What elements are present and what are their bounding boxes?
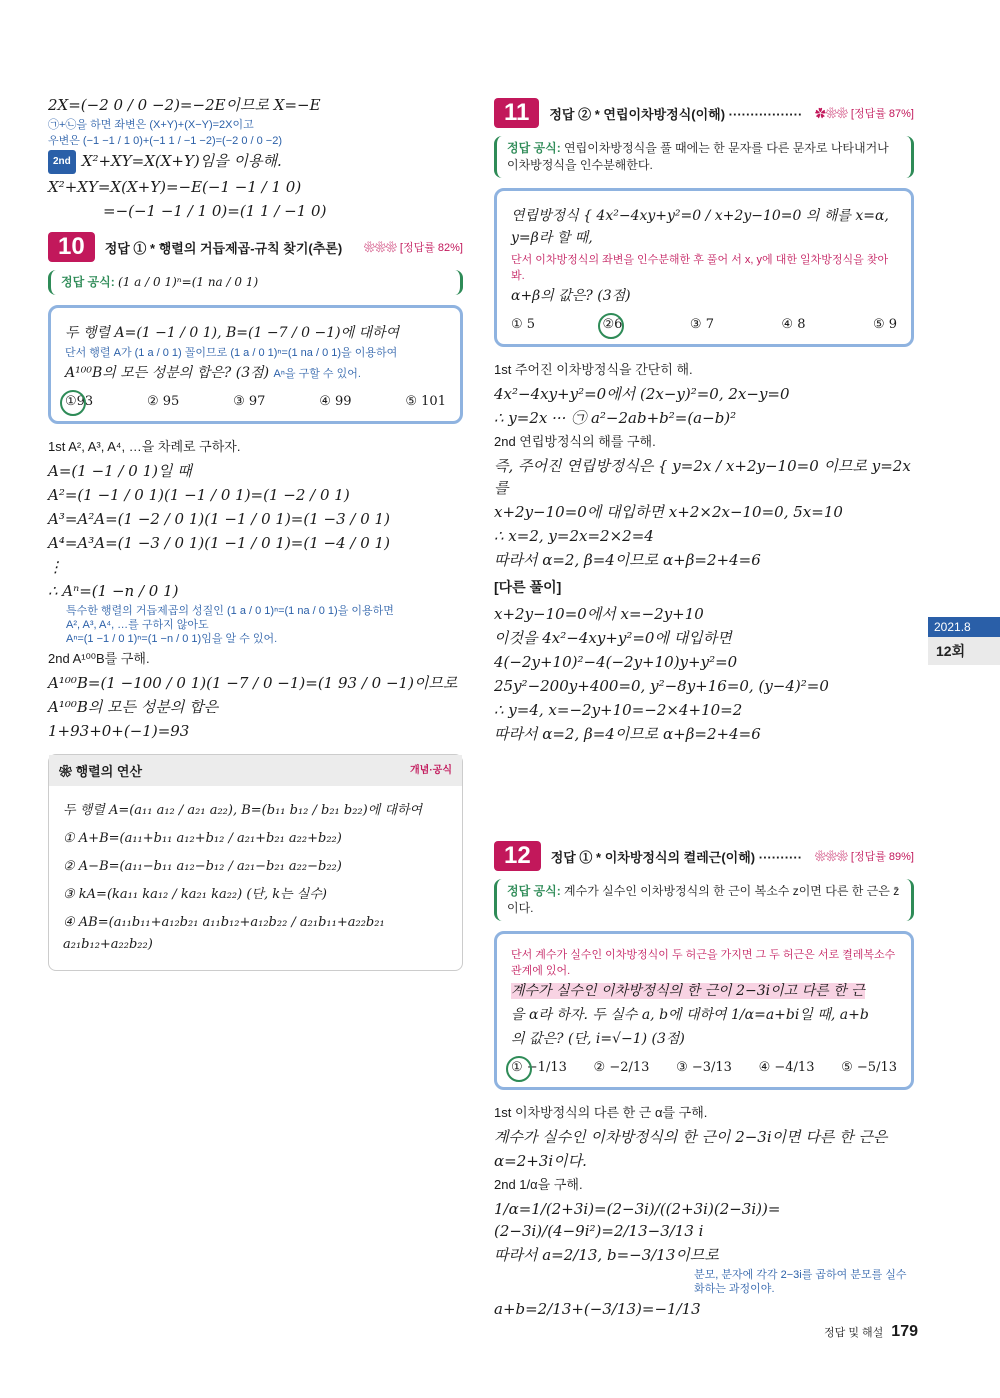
- question-text: α+β의 값은? (3점): [511, 288, 631, 304]
- formula-text: (1 a / 0 1)ⁿ=(1 na / 0 1): [118, 275, 259, 289]
- choice-1: ①93: [65, 394, 94, 409]
- hint-note: 단서 이차방정식의 좌변을 인수분해한 후 풀어 서 x, y에 대한 일차방정식을 찾아 봐.: [511, 254, 889, 282]
- solution-line: 4(−2y+10)²−4(−2y+10)y+y²=0: [494, 653, 738, 671]
- side-tab-round: 12회: [928, 637, 1000, 665]
- side-tab: [928, 617, 1000, 665]
- solution-line: 즉, 주어진 연립방정식은 { y=2x / x+2y−10=0 이므로 y=2x를: [494, 457, 911, 497]
- side-tab-year: 2021.8: [928, 617, 1000, 637]
- choice-3: ③ −3/13: [676, 1060, 732, 1075]
- left-column: [48, 92, 463, 971]
- formula-text: 연립이차방정식을 풀 때에는 한 문자를 다른 문자로 나타내거나 이차방정식을 인수분해한다.: [507, 141, 889, 172]
- solution-line: 25y²−200y+400=0, y²−8y+16=0, (y−4)²=0: [494, 677, 829, 695]
- accuracy-rate: ❀❀❀ [정답률 82%]: [363, 242, 463, 254]
- accuracy-rate: ✿❀❀ [정답률 87%]: [814, 108, 914, 120]
- choice-4: ④ −4/13: [758, 1060, 815, 1075]
- alt-solution-title: [다른 풀이]: [494, 579, 562, 595]
- question-box-10: [48, 305, 463, 424]
- question-number: 11: [494, 98, 539, 128]
- choices: [65, 394, 446, 409]
- solution-line: α=2+3i이다.: [494, 1152, 587, 1170]
- solution-step: 2nd 1/α을 구해.: [494, 1177, 583, 1192]
- choice-5: ⑤ −5/13: [841, 1060, 897, 1075]
- question-text: A¹⁰⁰B의 모든 성분의 합은? (3점): [65, 365, 270, 381]
- solution-line: 1+93+0+(−1)=93: [48, 722, 190, 740]
- page-number: 179: [891, 1323, 918, 1340]
- solution-note: 분모, 분자에 각각 2−3i를 곱하여 분모를 실수화하는 과정이야.: [694, 1269, 907, 1295]
- question-text: 을 α라 하자. 두 실수 a, b에 대하여 1/α=a+bi일 때, a+b: [511, 1007, 869, 1023]
- question-header-11: [494, 98, 914, 128]
- solution-note: Aⁿ=(1 −1 / 0 1)ⁿ=(1 −n / 0 1)임을 알 수 있어.: [66, 633, 278, 645]
- choice-4: ④ 99: [319, 394, 352, 409]
- formula-text: 계수가 실수인 이차방정식의 한 근이 복소수 z이면 다른 한 근은 z̄ 이다.: [507, 884, 900, 915]
- choices: [511, 317, 897, 332]
- solution-line: 따라서 a=2/13, b=−3/13이므로: [494, 1246, 719, 1264]
- accuracy-rate: ❀❀❀ [정답률 89%]: [814, 851, 914, 863]
- solution-line: 따라서 α=2, β=4이므로 α+β=2+4=6: [494, 551, 761, 569]
- choice-5: ⑤ 9: [872, 317, 897, 332]
- question-text: 연립방정식 { 4x²−4xy+y²=0 / x+2y−10=0 의 해를 x=α, y=β라 할 때,: [511, 208, 889, 246]
- solution-line: A=(1 −1 / 0 1)일 때: [48, 462, 192, 480]
- choice-2: ②6: [602, 317, 623, 332]
- concept-box: [48, 754, 463, 971]
- question-text: 두 행렬 A=(1 −1 / 0 1), B=(1 −7 / 0 −1)에 대하여: [65, 325, 400, 341]
- solution-step: 1st 이차방정식의 다른 한 근 α를 구해.: [494, 1105, 708, 1120]
- solution-line: x+2y−10=0에 대입하면 x+2×2x−10=0, 5x=10: [494, 503, 843, 521]
- formula-label: 정답 공식:: [507, 884, 561, 898]
- question-number: 12: [494, 841, 541, 871]
- concept-line: ④ AB=(a₁₁b₁₁+a₁₂b₂₁ a₁₁b₁₂+a₁₂b₂₂ / a₂₁b₁₁+a₂₂b₂₁ a₂₁b₁₂+a₂₂b₂₂): [63, 915, 385, 952]
- formula-label: 정답 공식:: [507, 141, 561, 155]
- answer-formula: [494, 879, 914, 921]
- solution-line: =−(−1 −1 / 1 0)=(1 1 / −1 0): [103, 202, 327, 220]
- concept-line: 두 행렬 A=(a₁₁ a₁₂ / a₂₁ a₂₂), B=(b₁₁ b₁₂ / b₂₁ b₂₂)에 대하여: [63, 803, 423, 818]
- choice-2: ② −2/13: [593, 1060, 650, 1075]
- solution-step: 2nd 연립방정식의 해를 구해.: [494, 434, 656, 449]
- choice-4: ④ 8: [781, 317, 806, 332]
- concept-line: ① A+B=(a₁₁+b₁₁ a₁₂+b₁₂ / a₂₁+b₂₁ a₂₂+b₂₂): [63, 831, 342, 846]
- concept-header: [49, 755, 462, 786]
- hint-note: 단서 계수가 실수인 이차방정식이 두 허근을 가지면 그 두 허근은 서로 켤레복소수 관계에 있어.: [511, 949, 896, 977]
- concept-line: ③ kA=(ka₁₁ ka₁₂ / ka₂₁ ka₂₂) (단, k는 실수): [63, 887, 327, 902]
- question-title: 정답 ② * 연립이차방정식(이해) ·················: [549, 106, 803, 122]
- solution-line: A²=(1 −1 / 0 1)(1 −1 / 0 1)=(1 −2 / 0 1): [48, 486, 350, 504]
- solution-line: A¹⁰⁰B의 모든 성분의 합은: [48, 698, 219, 716]
- solution-line: A⁴=A³A=(1 −3 / 0 1)(1 −1 / 0 1)=(1 −4 / 0 1): [48, 534, 390, 552]
- choice-1: ① −1/13: [511, 1060, 567, 1075]
- solution-line: x+2y−10=0에서 x=−2y+10: [494, 605, 704, 623]
- concept-body: [49, 786, 462, 970]
- answer-formula: [494, 136, 914, 178]
- solution-line: a+b=2/13+(−3/13)=−1/13: [494, 1300, 701, 1318]
- solution-step: 1st A², A³, A⁴, …을 차례로 구하자.: [48, 439, 241, 454]
- concept-tag: 개념·공식: [410, 765, 452, 776]
- question-header-12: [494, 841, 914, 871]
- solution-line: 2X=(−2 0 / 0 −2)=−2E이므로 X=−E: [48, 96, 321, 114]
- solution-note: ㉠+㉡을 하면 좌변은 (X+Y)+(X−Y)=2X이고: [48, 119, 254, 131]
- solution-line: 계수가 실수인 이차방정식의 한 근이 2−3i이면 다른 한 근은: [494, 1128, 888, 1146]
- answer-formula: [48, 270, 463, 295]
- hint-note: 단서 행렬 A가 (1 a / 0 1) 꼴이므로 (1 a / 0 1)ⁿ=(1 na / 0 1)을 이용하여: [65, 347, 398, 359]
- choice-2: ② 95: [146, 394, 180, 409]
- step-badge: 2nd: [48, 150, 76, 174]
- footer-label: 정답 및 해설: [824, 1327, 884, 1339]
- question-box-12: [494, 931, 914, 1090]
- solution-line: ∴ x=2, y=2x=2×2=4: [494, 527, 654, 545]
- choice-3: ③ 7: [689, 317, 714, 332]
- solution-line: ⋮: [48, 558, 63, 576]
- formula-label: 정답 공식:: [61, 275, 115, 289]
- choice-3: ③ 97: [233, 394, 266, 409]
- solution-note: 특수한 행렬의 거듭제곱의 성질인 (1 a / 0 1)ⁿ=(1 na / 0 1)을 이용하면: [66, 605, 394, 617]
- question-text: 의 값은? (단, i=√−1) (3점): [511, 1031, 685, 1047]
- choice-1: ① 5: [511, 317, 536, 332]
- question-header-10: [48, 232, 463, 262]
- right-column: [494, 98, 914, 1322]
- solution-line: X²+XY=X(X+Y)임을 이용해.: [81, 152, 282, 170]
- question-title: 정답 ① * 행렬의 거듭제곱-규칙 찾기(추론): [104, 240, 343, 256]
- solution-line: A³=A²A=(1 −2 / 0 1)(1 −1 / 0 1)=(1 −3 / 0 1): [48, 510, 390, 528]
- question-text: 계수가 실수인 이차방정식의 한 근이 2−3i이고 다른 한 근: [511, 983, 865, 999]
- solution-line: 1/α=1/(2+3i)=(2−3i)/((2+3i)(2−3i))=(2−3i)/(4−9i²)=2/13−3/13 i: [494, 1200, 781, 1240]
- question-number: 10: [48, 232, 95, 262]
- solution-step: 2nd A¹⁰⁰B를 구해.: [48, 651, 150, 666]
- solution-line: ∴ Aⁿ=(1 −n / 0 1): [48, 582, 179, 600]
- concept-line: ② A−B=(a₁₁−b₁₁ a₁₂−b₁₂ / a₂₁−b₂₁ a₂₂−b₂₂): [63, 859, 342, 874]
- solution-line: 4x²−4xy+y²=0에서 (2x−y)²=0, 2x−y=0: [494, 385, 790, 403]
- choice-5: ⑤ 101: [405, 394, 446, 409]
- solution-line: ∴ y=2x ··· ㉠ a²−2ab+b²=(a−b)²: [494, 409, 737, 427]
- solution-line: 이것을 4x²−4xy+y²=0에 대입하면: [494, 629, 732, 647]
- page-footer: [824, 1323, 918, 1341]
- solution-line: A¹⁰⁰B=(1 −100 / 0 1)(1 −7 / 0 −1)=(1 93 / 0 −1)이므로: [48, 674, 458, 692]
- solution-step: 1st 주어진 이차방정식을 간단히 해.: [494, 362, 693, 377]
- solution-line: X²+XY=X(X+Y)=−E(−1 −1 / 1 0): [48, 178, 302, 196]
- solution-note: 우변은 (−1 −1 / 1 0)+(−1 1 / −1 −2)=(−2 0 / 0 −2): [48, 135, 282, 147]
- concept-title: ❀ 행렬의 연산: [59, 764, 143, 779]
- solution-line: ∴ y=4, x=−2y+10=−2×4+10=2: [494, 701, 743, 719]
- question-title: 정답 ① * 이차방정식의 켤레근(이해) ··········: [550, 849, 803, 865]
- question-box-11: [494, 188, 914, 347]
- solution-line: 따라서 α=2, β=4이므로 α+β=2+4=6: [494, 725, 761, 743]
- choices: [511, 1060, 897, 1075]
- hint-note: Aⁿ을 구할 수 있어.: [273, 368, 361, 380]
- solution-note: A², A³, A⁴, …를 구하지 않아도: [66, 619, 209, 631]
